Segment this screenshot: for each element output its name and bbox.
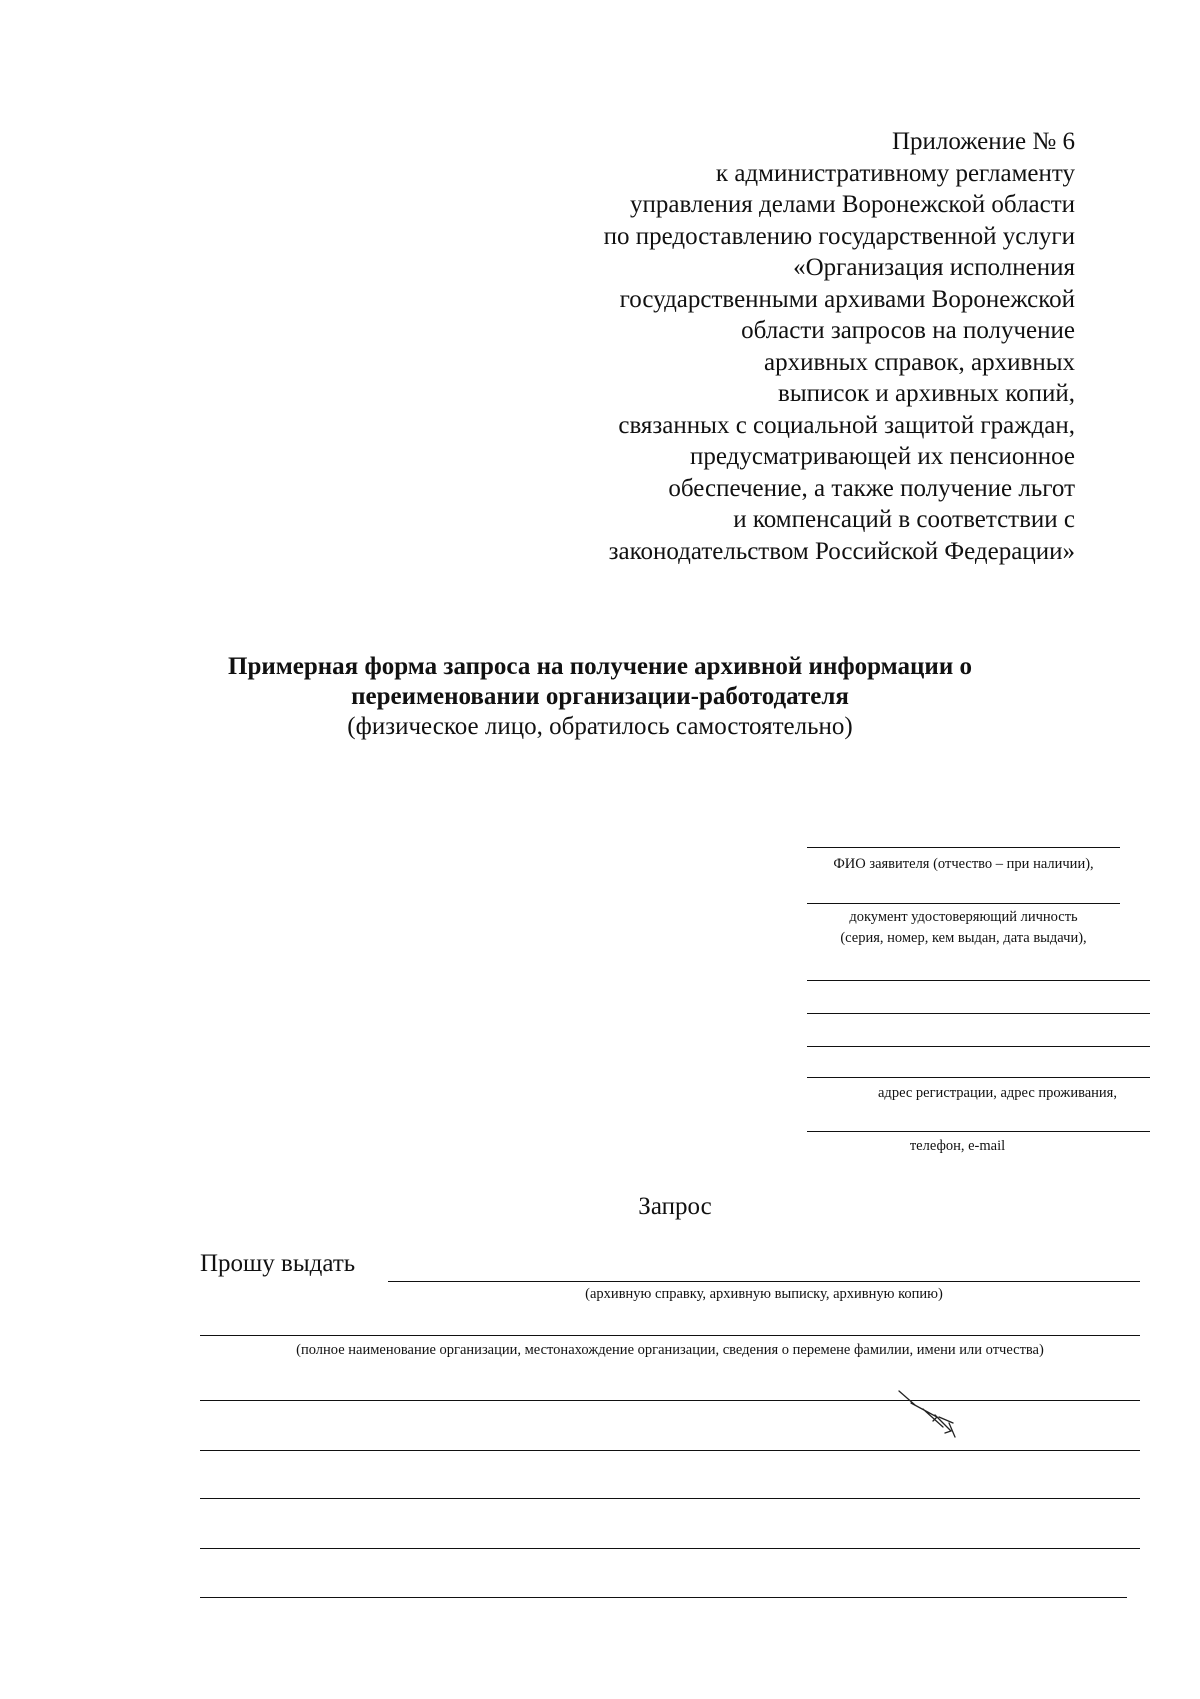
blank-field-line[interactable] (807, 1046, 1150, 1047)
appendix-line: архивных справок, архивных (763, 348, 1075, 376)
blank-field-line[interactable] (807, 1013, 1150, 1014)
organization-caption: (полное наименование организации, местонахождение организации, сведения о перемене фамилии, имени или отчества) (296, 1342, 1044, 1358)
document-type-caption: (архивную справку, архивную выписку, архивную копию) (585, 1286, 943, 1302)
fio-field-line[interactable] (807, 847, 1120, 848)
appendix-line: по предоставлению государственной услуги (603, 222, 1075, 250)
appendix-line: области запросов на получение (741, 317, 1075, 344)
blank-field-line[interactable] (200, 1400, 1140, 1401)
blank-field-line[interactable] (200, 1450, 1140, 1451)
pen-scribble-mark (893, 1387, 973, 1442)
appendix-line: государственными архивами Воронежской (619, 285, 1075, 313)
form-title-line: Примерная форма запроса на получение архивной информации о (228, 653, 972, 680)
appendix-line: законодательством Российской Федерации» (608, 537, 1075, 565)
appendix-line: предусматривающей их пенсионное (689, 443, 1075, 470)
form-subtitle: (физическое лицо, обратилось самостоятельно) (347, 713, 853, 740)
blank-field-line[interactable] (200, 1597, 1127, 1598)
blank-field-line[interactable] (200, 1498, 1140, 1499)
contacts-field-line[interactable] (807, 1131, 1150, 1132)
ask-label: Прошу выдать (200, 1250, 356, 1277)
appendix-line: и компенсаций в соответствии с (733, 506, 1075, 533)
contacts-caption: телефон, e-mail (909, 1138, 1006, 1154)
blank-field-line[interactable] (807, 980, 1150, 981)
form-title-line: переименовании организации-работодателя (351, 683, 849, 710)
document-caption: документ удостоверяющий личность (849, 909, 1078, 925)
organization-field-line[interactable] (200, 1335, 1140, 1336)
document-caption-details: (серия, номер, кем выдан, дата выдачи), (840, 930, 1087, 946)
document-type-field-line[interactable] (388, 1281, 1140, 1282)
appendix-line: связанных с социальной защитой граждан, (618, 411, 1075, 439)
form-title (200, 652, 1000, 742)
appendix-line: управления делами Воронежской области (629, 191, 1075, 218)
appendix-line: выписок и архивных копий, (778, 380, 1075, 407)
address-field-line[interactable] (807, 1077, 1150, 1078)
document-field-line[interactable] (807, 903, 1120, 904)
appendix-line: к административному регламенту (715, 159, 1075, 187)
appendix-header (455, 126, 1075, 567)
address-caption: адрес регистрации, адрес проживания, (878, 1085, 1117, 1101)
fio-caption: ФИО заявителя (отчество – при наличии), (833, 856, 1094, 872)
request-heading: Запрос (638, 1193, 712, 1220)
appendix-line: Приложение № 6 (891, 128, 1075, 155)
appendix-line: обеспечение, а также получение льгот (668, 474, 1075, 502)
appendix-line: «Организация исполнения (793, 254, 1075, 281)
blank-field-line[interactable] (200, 1548, 1140, 1549)
